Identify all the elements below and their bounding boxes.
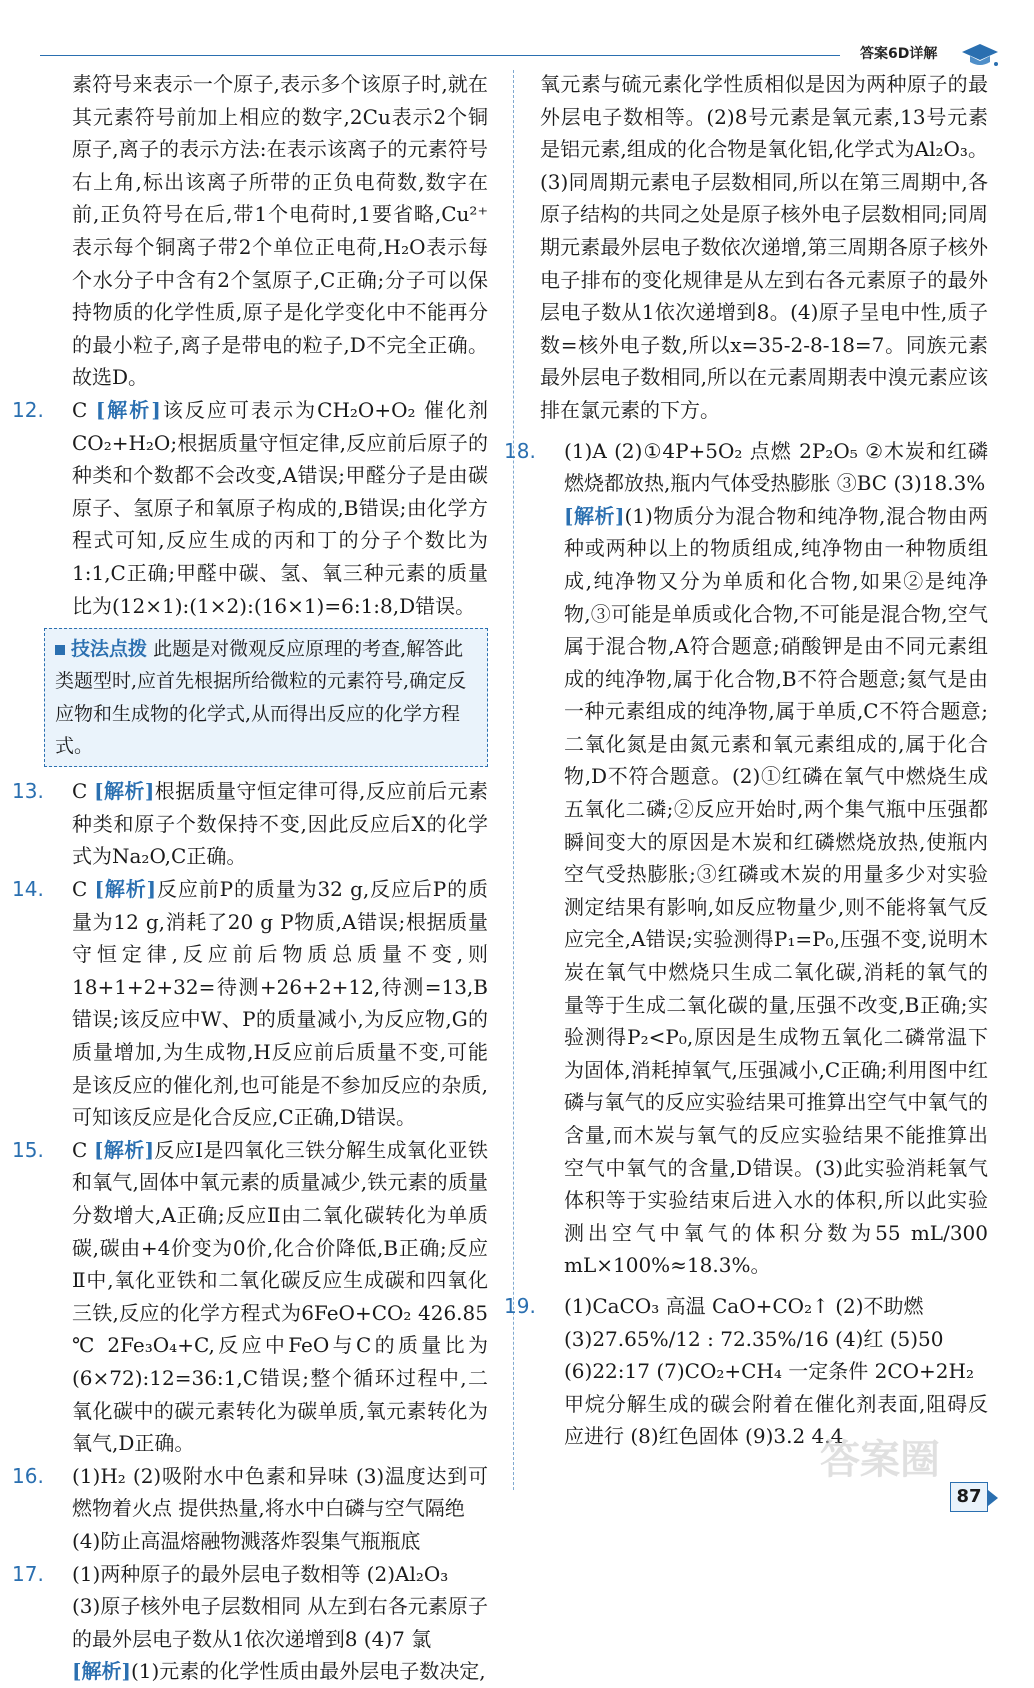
analysis-tag: [解析] xyxy=(94,877,157,902)
answer-line: (1)H₂ (2)吸附水中色素和异味 (3)温度达到可燃物着火点 提供热量,将水中白磷与空气隔绝 xyxy=(72,1463,488,1521)
question-number: 18. xyxy=(504,438,536,463)
analysis-line xyxy=(564,500,988,1282)
analysis-tag: [解析] xyxy=(72,1659,131,1684)
answer-line: (1)CaCO₃ 高温 CaO+CO₂↑ (2)不助燃 xyxy=(564,1293,924,1318)
answer-15 xyxy=(12,1134,488,1460)
watermark-logo: 答案圈 xyxy=(820,1437,940,1483)
analysis-text: 根据质量守恒定律可得,反应前后元素种类和原子个数保持不变,因此反应后X的化学式为Na₂O,C正确。 xyxy=(72,779,488,869)
analysis-tag: [解析] xyxy=(94,1137,155,1162)
page-arrow-icon xyxy=(988,1490,998,1506)
answer-18 xyxy=(504,435,988,1282)
q17-analysis-continuation: 氧元素与硫元素化学性质相似是因为两种原子的最外层电子数相等。(2)8号元素是氧元素,13号元素是铝元素,组成的化合物是氧化铝,化学式为Al₂O₃。(3)同周期元素电子层数相同,所以在第三周期中,各原子结构的共同之处是原子核外电子层数相同;同周期元素最外层电子数依次递增,第三周期各原子核外电子排布的变化规律是从左到右各元素原子的最外层电子数从1依次递增到8。(4)原子呈电中性,质子数=核外电子数,所以x=35-2-8-18=7。同族元素最外层电子数相同,所以在元素周期表中溴元素应该排在氯元素的下方。 xyxy=(540,72,988,422)
answer-line: 甲烷分解生成的碳会附着在催化剂表面,阻碍反应进行 (8)红色固体 (9)3.2 4.4 xyxy=(564,1391,988,1449)
technique-tip-box xyxy=(44,628,488,767)
answer-choice: C xyxy=(72,877,88,902)
header-rule xyxy=(40,55,840,56)
answer-choice: C xyxy=(72,397,88,422)
q11-continuation: 素符号来表示一个原子,表示多个该原子时,就在其元素符号前加上相应的数字,2Cu表示2个铜原子,离子的表示方法:在表示该离子的元素符号右上角,标出该离子所带的正负电荷数,数字在前,正负符号在后,带1个电荷时,1要省略,Cu²⁺表示每个铜离子带2个单位正电荷,H₂O表示每个水分子中含有2个氢原子,C正确;分子可以保持物质的化学性质,原子是化学变化中不能再分的最小粒子,离子是带电的粒子,D不完全正确。故选D。 xyxy=(72,72,488,390)
analysis-tag: [解析] xyxy=(94,779,155,804)
page-number: 87 xyxy=(950,1482,988,1512)
answer-12 xyxy=(12,394,488,622)
answer-16 xyxy=(12,1460,488,1558)
question-number: 12. xyxy=(12,397,44,422)
question-number: 13. xyxy=(12,779,44,804)
left-column xyxy=(12,68,488,1688)
header-label: 答案6D详解 xyxy=(860,46,938,62)
answer-line: (4)防止高温熔融物溅落炸裂集气瓶瓶底 xyxy=(72,1528,421,1553)
answer-14 xyxy=(12,873,488,1134)
question-number: 17. xyxy=(12,1561,44,1586)
tip-tag: 技法点拨 xyxy=(71,638,148,661)
analysis-text: 反应前P的质量为32 g,反应后P的质量为12 g,消耗了20 g P物质,A错误;根据质量守恒定律,反应前后物质总质量不变,则18+1+2+32=待测+26+2+12,待测=13,B错误;该反应中W、P的质量减小,为反应物,G的质量增加,为生成物,H反应前后质量不变,可能是该反应的催化剂,也可能是不参加反应的杂质,可知该反应是化合反应,C正确,D错误。 xyxy=(72,877,488,1130)
answer-17 xyxy=(12,1558,488,1688)
question-number: 15. xyxy=(12,1137,44,1162)
answer-line: (3)原子核外电子层数相同 从左到右各元素原子的最外层电子数从1依次递增到8 (4)7 氯 xyxy=(72,1594,488,1651)
answer-choice: C xyxy=(72,779,88,804)
answer-line: (1)A (2)①4P+5O₂ 点燃 2P₂O₅ ②木炭和红磷燃烧都放热,瓶内气体受热膨胀 ③BC (3)18.3% xyxy=(564,438,988,496)
answer-line: (1)两种原子的最外层电子数相等 (2)Al₂O₃ xyxy=(72,1561,449,1586)
analysis-text: 该反应可表示为CH₂O+O₂ 催化剂 CO₂+H₂O;根据质量守恒定律,反应前后原子的种类和个数都不会改变,A错误;甲醛分子是由碳原子、氢原子和氧原子构成的,B错误;由化学方程式可知,反应生成的丙和丁的分子个数比为1:1,C正确;甲醛中碳、氢、氧三种元素的质量比为(12×1):(1×2):(16×1)=6:1:8,D错误。 xyxy=(72,397,488,618)
question-number: 19. xyxy=(504,1293,536,1318)
analysis-text: (1)物质分为混合物和纯净物,混合物由两种或两种以上的物质组成,纯净物由一种物质组成,纯净物又分为单质和化合物,如果②是纯净物,③可能是单质或化合物,不可能是混合物,空气属于混合物,A符合题意;硝酸钾是由不同元素组成的纯净物,属于化合物,B不符合题意;氦气是由一种元素组成的纯净物,属于单质,C不符合题意;二氧化氮是由氮元素和氧元素组成的,属于化合物,D不符合题意。(2)①红磷在氧气中燃烧生成五氧化二磷;②反应开始时,两个集气瓶中压强都瞬间变大的原因是木炭和红磷燃烧放热,使瓶内空气受热膨胀;③红磷或木炭的用量多少对实验测定结果有影响,如反应物量少,则不能将氧气反应完全,A错误;实验测得P₁=P₀,压强不变,说明木炭在氧气中燃烧只生成二氧化碳,消耗的氧气的量等于生成二氧化碳的量,压强不改变,B正确;实验测得P₂<P₀,原因是生成物五氧化二磷常温下为固体,消耗掉氧气,压强减小,C正确;利用图中红磷与氧气的反应实验结果可推算出空气中氧气的含量,而木炭与氧气的反应实验结果不能推算出空气中氧气的含量,D错误。(3)此实验消耗氧气体积等于实验结束后进入水的体积,所以此实验测出空气中氧气的体积分数为55 mL/300 mL×100%≈18.3%。 xyxy=(564,503,988,1278)
question-number: 14. xyxy=(12,877,44,902)
answer-line: (3)27.65%/12 : 72.35%/16 (4)红 (5)50 xyxy=(564,1326,944,1351)
analysis-tag: [解析] xyxy=(564,503,625,528)
tip-text: 此题是对微观反应原理的考查,解答此类题型时,应首先根据所给微粒的元素符号,确定反应物和生成物的化学式,从而得出反应的化学方程式。 xyxy=(55,638,467,757)
answer-choice: C xyxy=(72,1137,88,1162)
question-number: 16. xyxy=(12,1463,44,1488)
analysis-text: (1)元素的化学性质由最外层电子数决定, xyxy=(130,1659,486,1684)
analysis-line xyxy=(72,1655,488,1688)
graduation-cap-icon xyxy=(960,40,1000,70)
analysis-text: 反应Ⅰ是四氧化三铁分解生成氧化亚铁和氧气,固体中氧元素的质量减少,铁元素的质量分数增大,A正确;反应Ⅱ由二氧化碳转化为单质碳,碳由+4价变为0价,化合价降低,B正确;反应Ⅱ中,氧化亚铁和二氧化碳反应生成碳和四氧化三铁,反应的化学方程式为6FeO+CO₂ 426.85 ℃ 2Fe₃O₄+C,反应中FeO与C的质量比为(6×72):12=36:1,C错误;整个循环过程中,二氧化碳中的碳元素转化为碳单质,氧元素转化为氧气,D正确。 xyxy=(72,1137,488,1456)
tip-square-icon xyxy=(55,645,65,655)
answer-line: (6)22:17 (7)CO₂+CH₄ 一定条件 2CO+2H₂ xyxy=(564,1359,974,1384)
column-divider xyxy=(513,70,514,1490)
answer-19 xyxy=(504,1290,988,1453)
answer-13 xyxy=(12,775,488,873)
right-column xyxy=(504,68,988,1453)
analysis-tag: [解析] xyxy=(95,397,161,422)
